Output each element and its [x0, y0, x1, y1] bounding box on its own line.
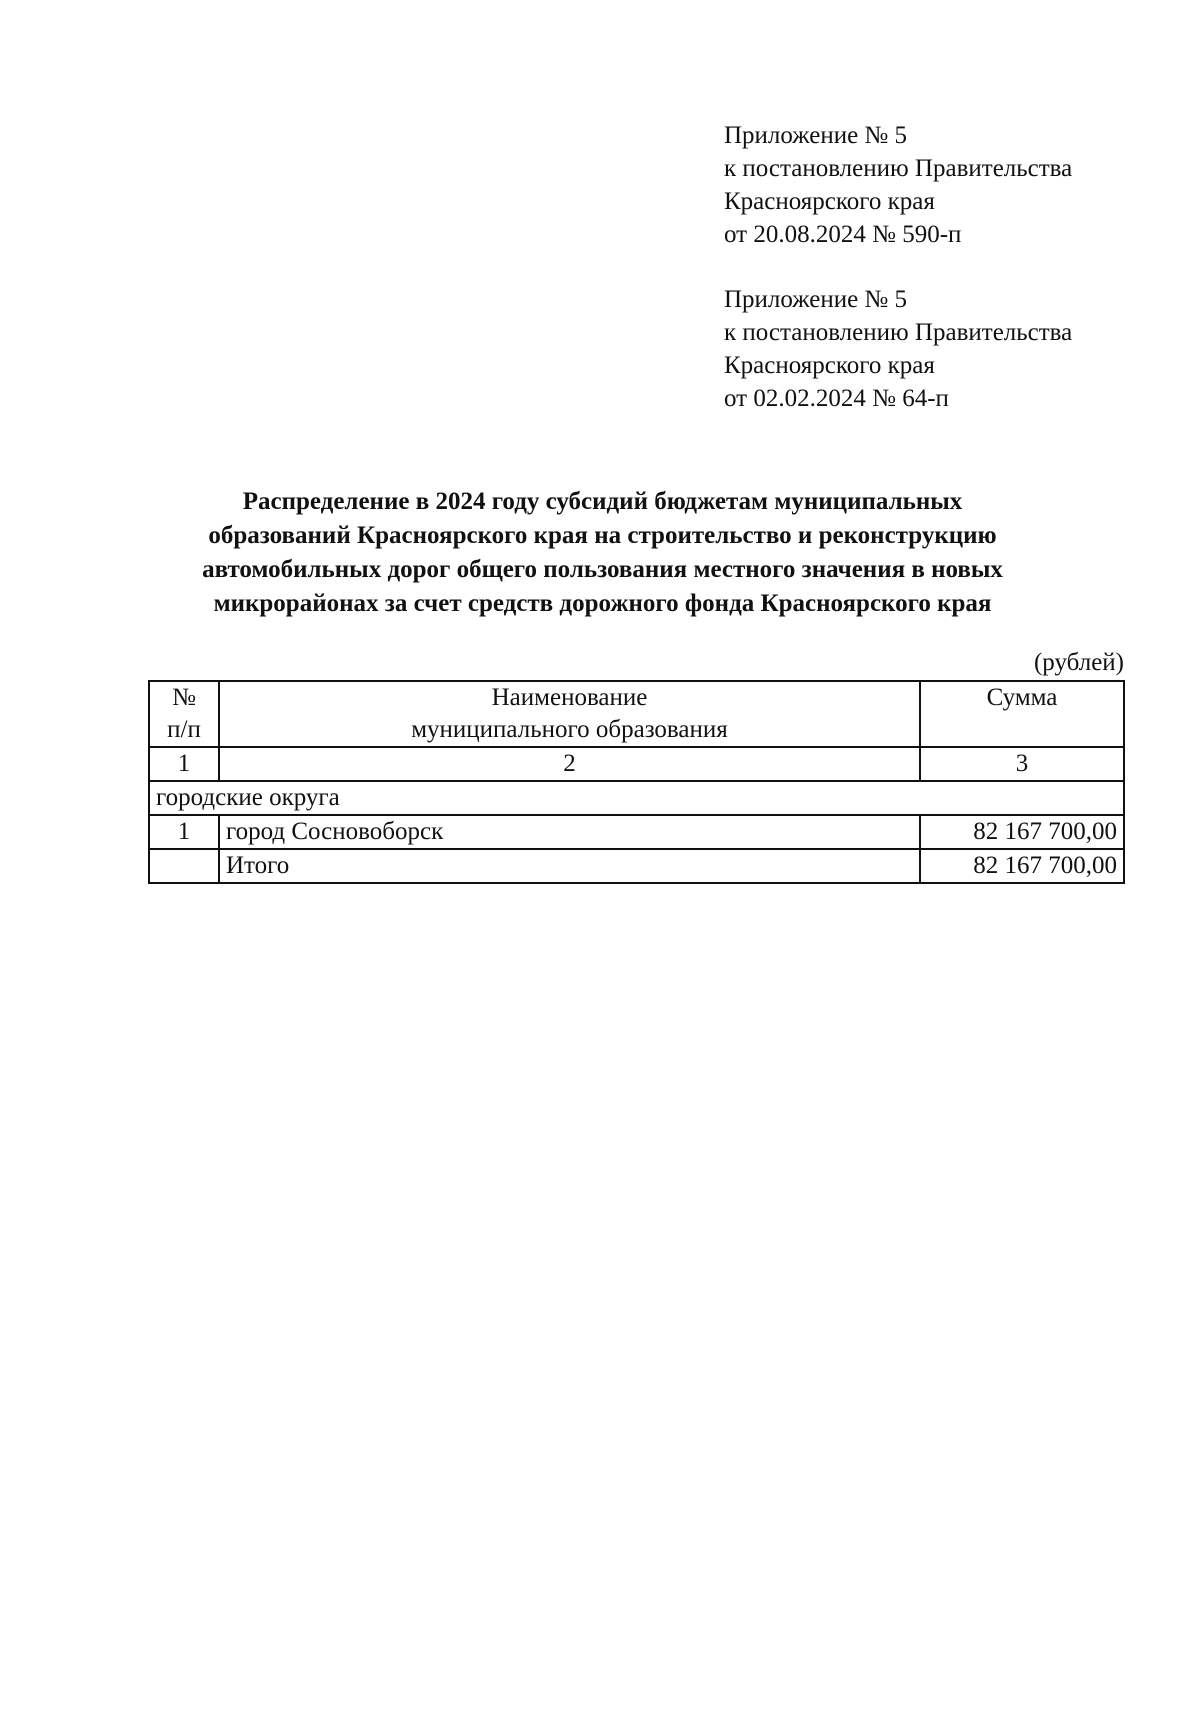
header-sum-label: Сумма [986, 684, 1058, 711]
group-label: городские округа [149, 781, 1124, 815]
title-line: микрорайонах за счет средств дорожного фонда Красноярского края [213, 590, 992, 617]
attachment-date-line: от 20.08.2024 № 590-п [724, 221, 962, 248]
unit-label: (рублей) [1033, 649, 1124, 676]
row-name: город Сосновоборск [219, 815, 920, 849]
attachment-line: к постановлению Правительства [724, 319, 1073, 346]
title-line: образований Красноярского края на строительство и реконструкцию [208, 522, 997, 549]
header-number [149, 681, 219, 747]
column-number-row [149, 747, 1124, 781]
attachment-note-original [724, 283, 1072, 415]
header-name-line: муниципального образования [411, 716, 728, 743]
header-sum [920, 681, 1124, 747]
header-number-line: № [172, 684, 196, 711]
column-number: 1 [149, 747, 219, 781]
attachment-date-line: от 02.02.2024 № 64-п [724, 385, 949, 412]
total-number-cell [149, 849, 219, 883]
header-name [219, 681, 920, 747]
attachment-line: Приложение № 5 [724, 286, 908, 313]
column-number: 3 [920, 747, 1124, 781]
attachment-line: к постановлению Правительства [724, 155, 1073, 182]
total-label: Итого [219, 849, 920, 883]
total-sum: 82 167 700,00 [920, 849, 1124, 883]
title-line: автомобильных дорог общего пользования местного значения в новых [202, 556, 1003, 583]
attachment-note-current [724, 119, 1072, 251]
attachment-line: Красноярского края [724, 188, 935, 215]
title-line: Распределение в 2024 году субсидий бюджетам муниципальных [242, 488, 963, 515]
total-row [149, 849, 1124, 883]
row-sum: 82 167 700,00 [920, 815, 1124, 849]
group-row [149, 781, 1124, 815]
row-number: 1 [149, 815, 219, 849]
attachment-line: Красноярского края [724, 352, 935, 379]
document-title [140, 485, 1065, 621]
column-number: 2 [219, 747, 920, 781]
table-row [149, 815, 1124, 849]
attachment-line: Приложение № 5 [724, 122, 908, 149]
header-number-line: п/п [167, 716, 201, 743]
header-name-line: Наименование [491, 684, 648, 711]
distribution-table [148, 680, 1125, 884]
table-header-row [149, 681, 1124, 747]
